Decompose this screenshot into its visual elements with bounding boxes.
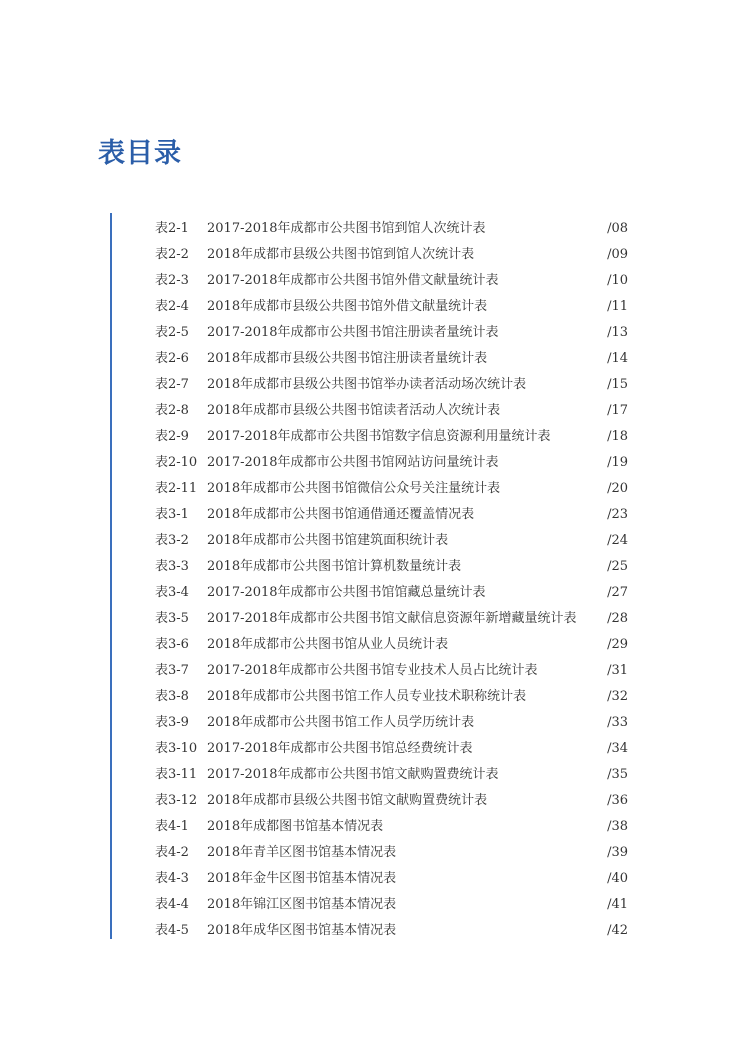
- toc-entry-number: 表2-10: [155, 455, 198, 470]
- toc-entry-page: /19: [607, 455, 628, 470]
- toc-entry[interactable]: [155, 424, 628, 450]
- toc-entry-page: /36: [607, 793, 628, 808]
- toc-entry-number: 表2-9: [155, 429, 189, 444]
- toc-entry-number: 表2-11: [155, 481, 198, 496]
- toc-entry-number: 表2-4: [155, 299, 189, 314]
- toc-entry[interactable]: [155, 632, 628, 658]
- toc-entry-number: 表3-11: [155, 767, 198, 782]
- toc-entry-page: /32: [607, 689, 628, 704]
- toc-entry-number: 表3-1: [155, 507, 189, 522]
- toc-entry-title: 2017-2018年成都市公共图书馆网站访问量统计表: [207, 455, 499, 470]
- toc-entry-title: 2017-2018年成都市公共图书馆数字信息资源利用量统计表: [207, 429, 551, 444]
- toc-entry-page: /31: [607, 663, 628, 678]
- toc-entry-page: /42: [607, 923, 628, 938]
- toc-entry-number: 表2-1: [155, 221, 189, 236]
- toc-entry-title: 2018年青羊区图书馆基本情况表: [207, 845, 397, 860]
- toc-entry[interactable]: [155, 398, 628, 424]
- toc-entry-number: 表3-3: [155, 559, 189, 574]
- toc-entry-title: 2018年成都市县级公共图书馆举办读者活动场次统计表: [207, 377, 527, 392]
- toc-entry[interactable]: [155, 684, 628, 710]
- toc-entry-page: /28: [607, 611, 628, 626]
- toc-entry-number: 表4-5: [155, 923, 189, 938]
- toc-entry-title: 2018年锦江区图书馆基本情况表: [207, 897, 397, 912]
- toc-entry-page: /20: [607, 481, 628, 496]
- toc-entry-page: /40: [607, 871, 628, 886]
- toc-entry-number: 表3-8: [155, 689, 189, 704]
- toc-entry-number: 表4-1: [155, 819, 189, 834]
- toc-entry-title: 2017-2018年成都市公共图书馆馆藏总量统计表: [207, 585, 486, 600]
- table-of-contents-list: [155, 216, 628, 944]
- toc-entry-page: /10: [607, 273, 628, 288]
- toc-entry-title: 2017-2018年成都市公共图书馆到馆人次统计表: [207, 221, 486, 236]
- toc-entry-title: 2017-2018年成都市公共图书馆文献购置费统计表: [207, 767, 499, 782]
- toc-entry[interactable]: [155, 294, 628, 320]
- toc-entry-number: 表2-8: [155, 403, 189, 418]
- toc-entry-number: 表3-10: [155, 741, 198, 756]
- page-title: 表目录: [98, 138, 182, 169]
- toc-entry-title: 2018年成都市公共图书馆微信公众号关注量统计表: [207, 481, 501, 496]
- toc-entry-title: 2018年成都市公共图书馆工作人员学历统计表: [207, 715, 475, 730]
- toc-entry-number: 表3-5: [155, 611, 189, 626]
- toc-entry-page: /39: [607, 845, 628, 860]
- toc-entry[interactable]: [155, 710, 628, 736]
- toc-entry-page: /25: [607, 559, 628, 574]
- toc-entry-number: 表3-12: [155, 793, 198, 808]
- toc-entry[interactable]: [155, 918, 628, 944]
- toc-entry-title: 2018年成华区图书馆基本情况表: [207, 923, 397, 938]
- toc-entry[interactable]: [155, 242, 628, 268]
- toc-entry-page: /23: [607, 507, 628, 522]
- toc-entry[interactable]: [155, 528, 628, 554]
- toc-entry[interactable]: [155, 658, 628, 684]
- toc-entry[interactable]: [155, 216, 628, 242]
- toc-entry-title: 2018年成都市公共图书馆工作人员专业技术职称统计表: [207, 689, 527, 704]
- toc-entry-title: 2017-2018年成都市公共图书馆专业技术人员占比统计表: [207, 663, 538, 678]
- toc-entry-title: 2017-2018年成都市公共图书馆外借文献量统计表: [207, 273, 499, 288]
- toc-entry-page: /29: [607, 637, 628, 652]
- toc-entry[interactable]: [155, 346, 628, 372]
- toc-entry[interactable]: [155, 892, 628, 918]
- toc-entry-number: 表4-3: [155, 871, 189, 886]
- toc-entry-number: 表2-3: [155, 273, 189, 288]
- toc-entry-title: 2018年成都图书馆基本情况表: [207, 819, 384, 834]
- toc-entry[interactable]: [155, 554, 628, 580]
- toc-entry-number: 表3-9: [155, 715, 189, 730]
- toc-entry[interactable]: [155, 866, 628, 892]
- toc-entry-title: 2018年成都市县级公共图书馆外借文献量统计表: [207, 299, 488, 314]
- toc-entry[interactable]: [155, 788, 628, 814]
- toc-entry-title: 2018年成都市县级公共图书馆文献购置费统计表: [207, 793, 488, 808]
- toc-entry-number: 表3-7: [155, 663, 189, 678]
- toc-entry-page: /15: [607, 377, 628, 392]
- toc-entry-title: 2018年金牛区图书馆基本情况表: [207, 871, 397, 886]
- toc-entry-title: 2018年成都市公共图书馆建筑面积统计表: [207, 533, 449, 548]
- toc-entry-number: 表2-6: [155, 351, 189, 366]
- toc-entry-title: 2018年成都市县级公共图书馆注册读者量统计表: [207, 351, 488, 366]
- toc-entry-page: /18: [607, 429, 628, 444]
- toc-entry[interactable]: [155, 268, 628, 294]
- toc-entry-page: /33: [607, 715, 628, 730]
- toc-entry-page: /13: [607, 325, 628, 340]
- toc-entry-number: 表2-7: [155, 377, 189, 392]
- toc-entry-title: 2018年成都市县级公共图书馆读者活动人次统计表: [207, 403, 501, 418]
- toc-entry-title: 2018年成都市公共图书馆从业人员统计表: [207, 637, 449, 652]
- toc-entry-title: 2018年成都市公共图书馆计算机数量统计表: [207, 559, 462, 574]
- toc-entry-page: /34: [607, 741, 628, 756]
- toc-entry-number: 表3-6: [155, 637, 189, 652]
- toc-entry-title: 2017-2018年成都市公共图书馆总经费统计表: [207, 741, 473, 756]
- toc-entry-page: /27: [607, 585, 628, 600]
- toc-entry[interactable]: [155, 840, 628, 866]
- toc-entry-title: 2017-2018年成都市公共图书馆注册读者量统计表: [207, 325, 499, 340]
- toc-entry-page: /41: [607, 897, 628, 912]
- toc-entry[interactable]: [155, 580, 628, 606]
- toc-entry-number: 表2-5: [155, 325, 189, 340]
- toc-entry-title: 2018年成都市县级公共图书馆到馆人次统计表: [207, 247, 475, 262]
- toc-entry-page: /08: [607, 221, 628, 236]
- toc-entry-number: 表2-2: [155, 247, 189, 262]
- toc-entry[interactable]: [155, 814, 628, 840]
- toc-entry-number: 表3-2: [155, 533, 189, 548]
- toc-entry-page: /09: [607, 247, 628, 262]
- toc-divider: [110, 213, 112, 939]
- toc-entry[interactable]: [155, 736, 628, 762]
- toc-entry-number: 表4-4: [155, 897, 189, 912]
- toc-entry[interactable]: [155, 450, 628, 476]
- toc-entry-page: /24: [607, 533, 628, 548]
- toc-entry[interactable]: [155, 762, 628, 788]
- toc-entry[interactable]: [155, 476, 628, 502]
- toc-entry-page: /38: [607, 819, 628, 834]
- toc-entry-title: 2018年成都市公共图书馆通借通还覆盖情况表: [207, 507, 475, 522]
- toc-entry[interactable]: [155, 606, 628, 632]
- toc-entry-page: /14: [607, 351, 628, 366]
- toc-entry-number: 表4-2: [155, 845, 189, 860]
- toc-entry-number: 表3-4: [155, 585, 189, 600]
- toc-entry-page: /11: [607, 299, 628, 314]
- toc-entry-title: 2017-2018年成都市公共图书馆文献信息资源年新增藏量统计表: [207, 611, 577, 626]
- toc-entry[interactable]: [155, 372, 628, 398]
- toc-entry[interactable]: [155, 502, 628, 528]
- toc-entry-page: /35: [607, 767, 628, 782]
- toc-entry[interactable]: [155, 320, 628, 346]
- toc-entry-page: /17: [607, 403, 628, 418]
